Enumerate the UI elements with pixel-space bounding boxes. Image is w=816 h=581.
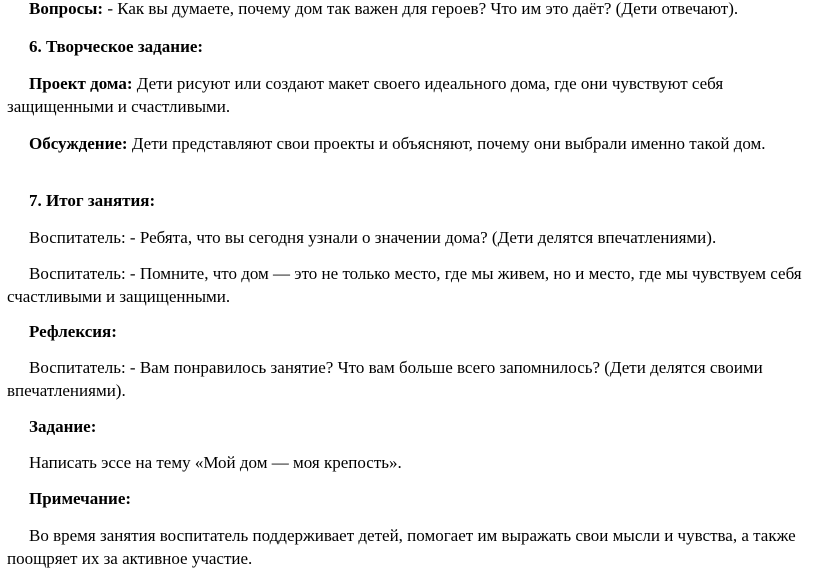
note-heading: Примечание: xyxy=(29,489,132,508)
task-heading: Задание: xyxy=(29,417,97,436)
section-6-heading: 6. Творческое задание: xyxy=(29,37,204,56)
house-project-label: Проект дома: xyxy=(29,74,133,93)
teacher-question-paragraph: Воспитатель: - Ребята, что вы сегодня узнали о значении дома? (Дети делятся впечатлениями). xyxy=(29,228,717,247)
task-paragraph: Написать эссе на тему «Мой дом — моя крепость». xyxy=(29,453,402,472)
questions-paragraph xyxy=(7,0,810,20)
discussion-text: Дети представляют свои проекты и объясняют, почему они выбрали именно такой дом. xyxy=(127,134,766,153)
questions-text: - Как вы думаете, почему дом так важен для героев? Что им это даёт? (Дети отвечают). xyxy=(103,0,739,18)
reflection-paragraph: Воспитатель: - Вам понравилось занятие? Что вам больше всего запомнилось? (Дети делятся своими впечатлениями). xyxy=(7,358,763,400)
discussion-label: Обсуждение: xyxy=(29,134,128,153)
questions-label: Вопросы: xyxy=(29,0,104,18)
note-paragraph: Во время занятия воспитатель поддерживает детей, помогает им выражать свои мысли и чувства, а также поощряет их за активное участие. xyxy=(7,526,796,568)
discussion-paragraph xyxy=(7,132,810,155)
reflection-heading: Рефлексия: xyxy=(29,322,117,341)
section-7-heading: 7. Итог занятия: xyxy=(29,191,156,210)
teacher-remark-paragraph: Воспитатель: - Помните, что дом — это не только место, где мы живем, но и место, где мы чувствуем себя счастливыми и защищенными. xyxy=(7,264,802,306)
house-project-text: Дети рисуют или создают макет своего идеального дома, где они чувствуют себя защищенными и счастливыми. xyxy=(7,74,724,116)
house-project-paragraph xyxy=(7,72,810,118)
